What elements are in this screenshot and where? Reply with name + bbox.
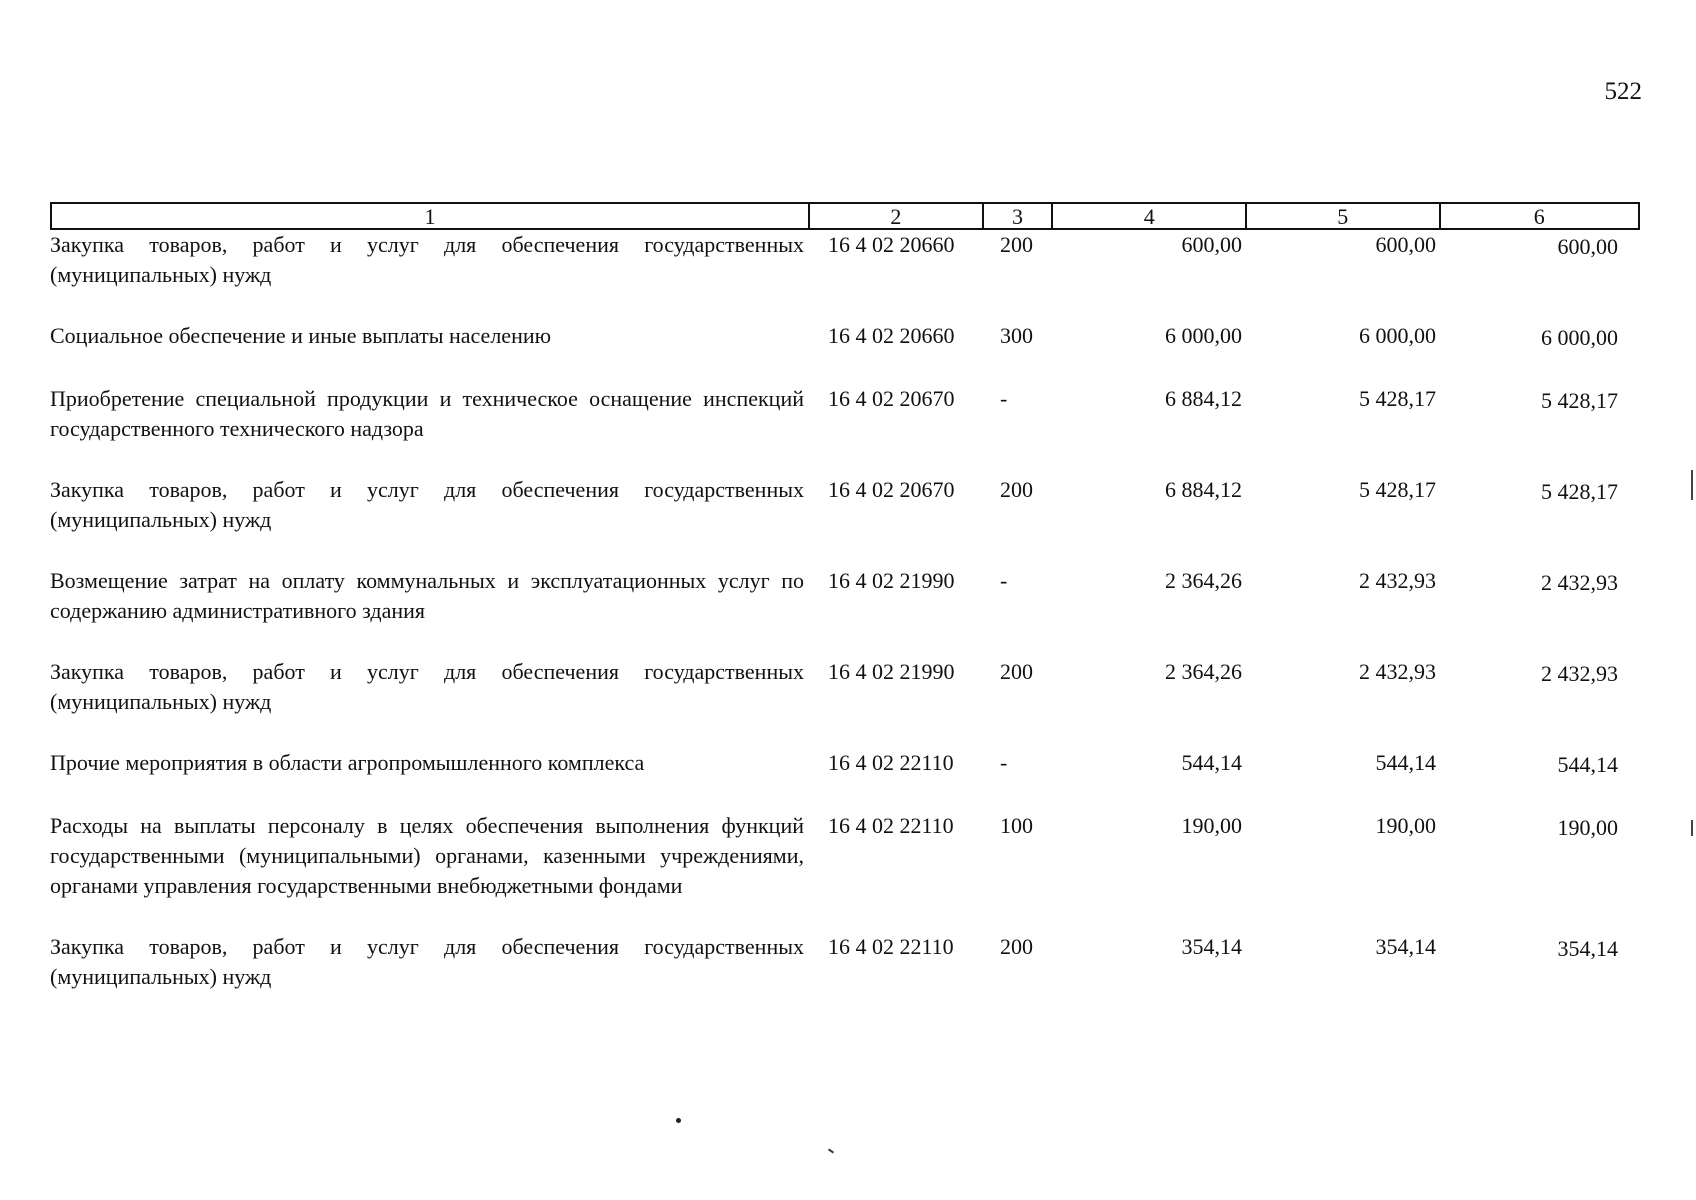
row-type-cell: - — [1000, 386, 1008, 411]
row-type-cell: - — [1000, 750, 1008, 775]
row-name-cell: Расходы на выплаты персоналу в целях обеспечения выполнения функций государственными (муниципальными) органами, казенными учреждениями, органами управления государственными внебюджетными фондами — [50, 813, 804, 898]
row-code-cell: 16 4 02 21990 — [828, 659, 955, 684]
row-value-col6: 2 432,93 — [1541, 570, 1618, 595]
row-value-col4: 354,14 — [1181, 934, 1242, 959]
row-value-col4: 6 884,12 — [1165, 386, 1242, 411]
table-body — [50, 230, 1640, 992]
column-header-2: 2 — [810, 204, 984, 228]
row-name-cell: Возмещение затрат на оплату коммунальных и эксплуатационных услуг по содержанию административного здания — [50, 568, 804, 623]
row-value-col4: 2 364,26 — [1165, 568, 1242, 593]
scan-edge-mark-lower — [1691, 820, 1693, 836]
row-name-cell: Закупка товаров, работ и услуг для обеспечения государственных (муниципальных) нужд — [50, 659, 804, 714]
scan-dot-mark — [676, 1118, 681, 1123]
row-value-col5: 600,00 — [1375, 232, 1436, 257]
table-row — [50, 748, 1640, 780]
row-type-cell: 200 — [1000, 659, 1033, 684]
table-row — [50, 475, 1640, 535]
row-value-col6: 2 432,93 — [1541, 661, 1618, 686]
page-number: 522 — [1604, 78, 1642, 105]
table-header — [50, 202, 1640, 230]
table-row — [50, 657, 1640, 717]
row-value-col4: 600,00 — [1181, 232, 1242, 257]
column-header-3: 3 — [984, 204, 1054, 228]
budget-table — [50, 202, 1640, 1023]
row-type-cell: 100 — [1000, 813, 1033, 838]
row-type-cell: - — [1000, 568, 1008, 593]
row-value-col5: 2 432,93 — [1359, 568, 1436, 593]
row-type-cell: 300 — [1000, 323, 1033, 348]
row-value-col5: 2 432,93 — [1359, 659, 1436, 684]
row-code-cell: 16 4 02 22110 — [828, 750, 954, 775]
row-type-cell: 200 — [1000, 232, 1033, 257]
row-type-cell: 200 — [1000, 934, 1033, 959]
row-value-col6: 600,00 — [1557, 234, 1618, 259]
row-code-cell: 16 4 02 20670 — [828, 477, 955, 502]
row-value-col5: 6 000,00 — [1359, 323, 1436, 348]
table-row — [50, 384, 1640, 444]
column-header-5: 5 — [1247, 204, 1441, 228]
row-value-col5: 354,14 — [1375, 934, 1436, 959]
row-name-cell: Закупка товаров, работ и услуг для обеспечения государственных (муниципальных) нужд — [50, 232, 804, 287]
scan-tick-mark — [828, 1148, 834, 1153]
table-row — [50, 321, 1640, 353]
row-value-col4: 544,14 — [1181, 750, 1242, 775]
row-value-col6: 5 428,17 — [1541, 479, 1618, 504]
row-value-col4: 6 000,00 — [1165, 323, 1242, 348]
table-row — [50, 932, 1640, 992]
row-value-col5: 190,00 — [1375, 813, 1436, 838]
row-code-cell: 16 4 02 21990 — [828, 568, 955, 593]
row-name-cell: Закупка товаров, работ и услуг для обеспечения государственных (муниципальных) нужд — [50, 477, 804, 532]
row-value-col5: 544,14 — [1375, 750, 1436, 775]
row-value-col5: 5 428,17 — [1359, 477, 1436, 502]
row-value-col5: 5 428,17 — [1359, 386, 1436, 411]
table-row — [50, 811, 1640, 901]
row-name-cell: Социальное обеспечение и иные выплаты населению — [50, 323, 552, 348]
table-row — [50, 230, 1640, 290]
row-code-cell: 16 4 02 20660 — [828, 323, 955, 348]
column-header-4: 4 — [1053, 204, 1247, 228]
row-code-cell: 16 4 02 20670 — [828, 386, 955, 411]
row-name-cell: Прочие мероприятия в области агропромышленного комплекса — [50, 750, 645, 775]
row-value-col4: 2 364,26 — [1165, 659, 1242, 684]
row-type-cell: 200 — [1000, 477, 1033, 502]
row-code-cell: 16 4 02 22110 — [828, 813, 954, 838]
row-name-cell: Закупка товаров, работ и услуг для обеспечения государственных (муниципальных) нужд — [50, 934, 804, 989]
row-value-col4: 6 884,12 — [1165, 477, 1242, 502]
row-value-col4: 190,00 — [1181, 813, 1242, 838]
row-value-col6: 6 000,00 — [1541, 325, 1618, 350]
row-value-col6: 354,14 — [1557, 936, 1618, 961]
scan-edge-mark-upper — [1691, 470, 1693, 500]
row-value-col6: 5 428,17 — [1541, 388, 1618, 413]
row-name-cell: Приобретение специальной продукции и техническое оснащение инспекций государственного технического надзора — [50, 386, 804, 441]
column-header-6: 6 — [1533, 204, 1545, 229]
row-value-col6: 190,00 — [1557, 815, 1618, 840]
row-code-cell: 16 4 02 20660 — [828, 232, 955, 257]
column-header-1: 1 — [52, 204, 810, 228]
row-value-col6: 544,14 — [1557, 752, 1618, 777]
row-code-cell: 16 4 02 22110 — [828, 934, 954, 959]
table-row — [50, 566, 1640, 626]
